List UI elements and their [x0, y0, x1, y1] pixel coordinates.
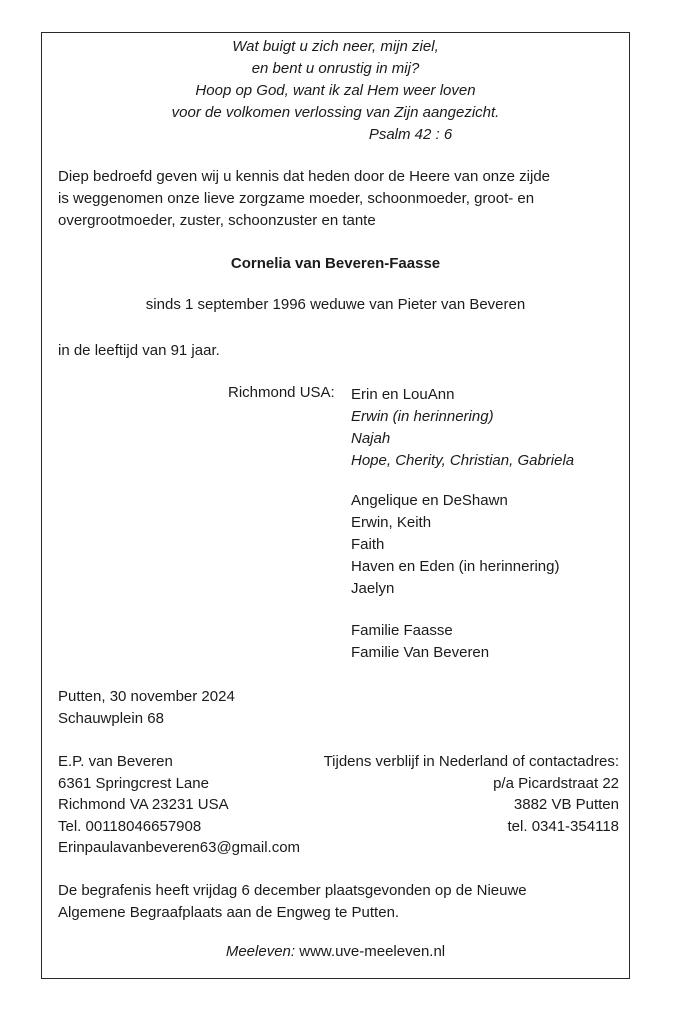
funeral-line: Algemene Begraafplaats aan de Engweg te Putten.	[58, 904, 400, 921]
contact-city: Richmond VA 23231 USA	[58, 796, 229, 813]
psalm-reference: Psalm 42 : 6	[368, 126, 453, 143]
funeral-line: De begrafenis heeft vrijdag 6 december plaatsgevonden op de Nieuwe	[58, 882, 527, 899]
widow-line: sinds 1 september 1996 weduwe van Pieter van Beveren	[145, 296, 526, 313]
announcement-line: is weggenomen onze lieve zorgzame moeder, schoonmoeder, groot- en	[58, 190, 535, 207]
relatives-group-3	[351, 620, 489, 664]
contact-usa	[58, 751, 300, 859]
relatives-group-1	[351, 384, 574, 472]
relative-name: Erwin (in herinnering)	[351, 408, 494, 425]
relatives-location: Richmond USA:	[228, 384, 335, 401]
poem-line: Wat buigt u zich neer, mijn ziel,	[232, 38, 439, 55]
relative-name: Erin en LouAnn	[351, 386, 455, 403]
relative-name: Haven en Eden (in herinnering)	[351, 558, 560, 575]
contact-street: p/a Picardstraat 22	[493, 774, 619, 792]
relative-name: Faith	[351, 536, 385, 553]
contact-heading: Tijdens verblijf in Nederland of contactadres:	[323, 753, 619, 770]
poem-line: Hoop op God, want ik zal Hem weer loven	[195, 82, 476, 99]
relative-name: Erwin, Keith	[351, 514, 432, 531]
relative-name: Familie Faasse	[351, 622, 453, 639]
condolence-label: Meeleven:	[225, 943, 296, 960]
obituary-card	[41, 32, 630, 979]
contact-email: Erinpaulavanbeveren63@gmail.com	[58, 839, 301, 856]
relative-name: Najah	[351, 430, 391, 447]
relatives-group-2	[351, 490, 559, 600]
poem-line: voor de volkomen verlossing van Zijn aangezicht.	[171, 104, 500, 121]
contact-netherlands	[324, 751, 619, 837]
relative-name: Angelique en DeShawn	[351, 492, 508, 509]
poem-line: en bent u onrustig in mij?	[251, 60, 420, 77]
place-date	[58, 686, 235, 730]
psalm-poem	[42, 36, 629, 146]
condolence-line	[42, 943, 629, 960]
announcement-line: Diep bedroefd geven wij u kennis dat heden door de Heere van onze zijde	[58, 168, 550, 185]
contact-name: E.P. van Beveren	[58, 753, 173, 770]
contact-phone: Tel. 00118046657908	[58, 817, 202, 835]
announcement-text	[58, 166, 619, 232]
condolence-url: www.uve-meeleven.nl	[299, 943, 446, 960]
funeral-notice	[58, 880, 619, 924]
place-date-line: Putten, 30 november 2024	[58, 688, 235, 705]
contact-phone: tel. 0341-354118	[507, 817, 619, 835]
relative-name: Familie Van Beveren	[351, 644, 490, 661]
announcement-line: overgrootmoeder, zuster, schoonzuster en tante	[58, 212, 376, 229]
contact-city: 3882 VB Putten	[513, 796, 619, 813]
age-line: in de leeftijd van 91 jaar.	[58, 342, 220, 359]
address-line: Schauwplein 68	[58, 710, 164, 727]
contact-street: 6361 Springcrest Lane	[58, 774, 209, 792]
deceased-name: Cornelia van Beveren-Faasse	[230, 255, 441, 272]
relative-name: Hope, Cherity, Christian, Gabriela	[351, 452, 575, 469]
relative-name: Jaelyn	[351, 580, 395, 597]
